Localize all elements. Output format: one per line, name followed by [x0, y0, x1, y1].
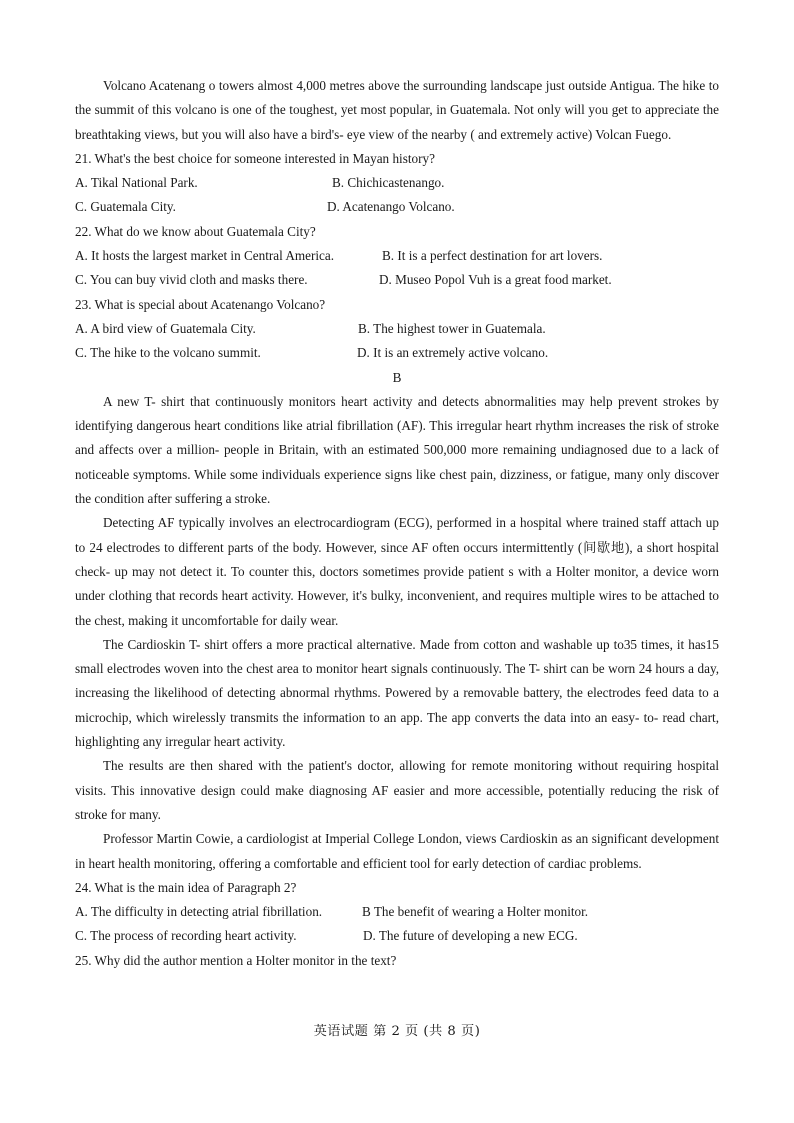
- option-b: B. Chichicastenango.: [332, 175, 445, 191]
- question-25-stem: 25. Why did the author mention a Holter monitor in the text?: [75, 952, 397, 968]
- option-d: D. Museo Popol Vuh is a great food market.: [379, 272, 612, 288]
- passage-b-paragraph-4: The results are then shared with the patient's doctor, allowing for remote monitoring without requiring hospital visits. This innovative design could make diagnosing AF easier and more accessible, potentially reducing the risk of stroke for many.: [75, 758, 719, 822]
- question-23-options: [75, 341, 719, 365]
- question-24-options: [75, 900, 719, 924]
- question-21-options: [75, 171, 719, 195]
- passage-b-paragraph-2: Detecting AF typically involves an electrocardiogram (ECG), performed in a hospital where trained staff attach up to 24 electrodes to different parts of the body. However, since AF often occurs intermittently (间歇地), a short hospital check- up may not detect it. To counter this, doctors sometimes provide patient s with a Holter monitor, a device worn under clothing that records heart activity. However, it's bulky, inconvenient, and requires multiple wires to be attached to the chest, making it uncomfortable for daily wear.: [75, 515, 719, 628]
- question-21-options: [75, 195, 719, 219]
- section-b-heading: B: [392, 369, 402, 385]
- passage-b-paragraph-1: A new T- shirt that continuously monitors heart activity and detects abnormalities may help prevent strokes by identifying dangerous heart conditions like atrial fibrillation (AF). This irregular heart rhythm increases the risk of stroke and affects over a million- people in Britain, with an estimated 500,000 more remaining undiagnosed due to a lack of noticeable symptoms. While some individuals experience signs like chest pain, dizziness, or fatigue, many only discover the condition after suffering a stroke.: [75, 393, 719, 507]
- question-22-options: [75, 244, 719, 268]
- option-a: A. A bird view of Guatemala City.: [75, 320, 256, 336]
- question-23-options: [75, 317, 719, 341]
- option-b: B. It is a perfect destination for art lovers.: [382, 248, 603, 264]
- option-c: C. The process of recording heart activity.: [75, 928, 297, 944]
- option-b: B The benefit of wearing a Holter monitor.: [362, 904, 589, 920]
- option-c: C. You can buy vivid cloth and masks there.: [75, 272, 308, 288]
- option-a: A. Tikal National Park.: [75, 175, 198, 191]
- option-a: A. It hosts the largest market in Central America.: [75, 248, 335, 264]
- exam-page: [75, 74, 719, 973]
- page-footer: 英语试题 第 2 页 (共 8 页): [313, 1024, 481, 1039]
- option-c: C. Guatemala City.: [75, 199, 176, 215]
- option-a: A. The difficulty in detecting atrial fibrillation.: [75, 904, 323, 920]
- option-d: D. The future of developing a new ECG.: [363, 928, 578, 944]
- question-24-stem: 24. What is the main idea of Paragraph 2?: [75, 879, 297, 895]
- question-22-stem: 22. What do we know about Guatemala City?: [75, 223, 316, 239]
- option-c: C. The hike to the volcano summit.: [75, 345, 261, 361]
- question-23-stem: 23. What is special about Acatenango Volcano?: [75, 296, 326, 312]
- passage-a-paragraph: Volcano Acatenang o towers almost 4,000 metres above the surrounding landscape just outside Antigua. The hike to the summit of this volcano is one of the toughest, yet most popular, in Guatemala. Not only will you get to appreciate the breathtaking views, but you will also have a bird's- eye view of the nearby ( and extremely active) Volcan Fuego.: [75, 78, 719, 142]
- question-22-options: [75, 268, 719, 292]
- option-d: D. It is an extremely active volcano.: [357, 345, 549, 361]
- passage-b-paragraph-5: Professor Martin Cowie, a cardiologist at Imperial College London, views Cardioskin as an significant development in heart health monitoring, offering a comfortable and efficient tool for early detection of cardiac problems.: [75, 831, 719, 871]
- option-d: D. Acatenango Volcano.: [327, 199, 455, 215]
- question-21-stem: 21. What's the best choice for someone interested in Mayan history?: [75, 150, 435, 166]
- option-b: B. The highest tower in Guatemala.: [358, 320, 546, 336]
- question-24-options: [75, 924, 719, 948]
- passage-b-paragraph-3: The Cardioskin T- shirt offers a more practical alternative. Made from cotton and washable up to35 times, it has15 small electrodes woven into the chest area to monitor heart signals continuously. The T- shirt can be worn 24 hours a day, increasing the likelihood of detecting abnormal rhythms. Powered by a removable battery, the electrodes feed data to a microchip, which wirelessly transmits the information to an app. The app converts the data into an easy- to- read chart, highlighting any irregular heart activity.: [75, 636, 719, 750]
